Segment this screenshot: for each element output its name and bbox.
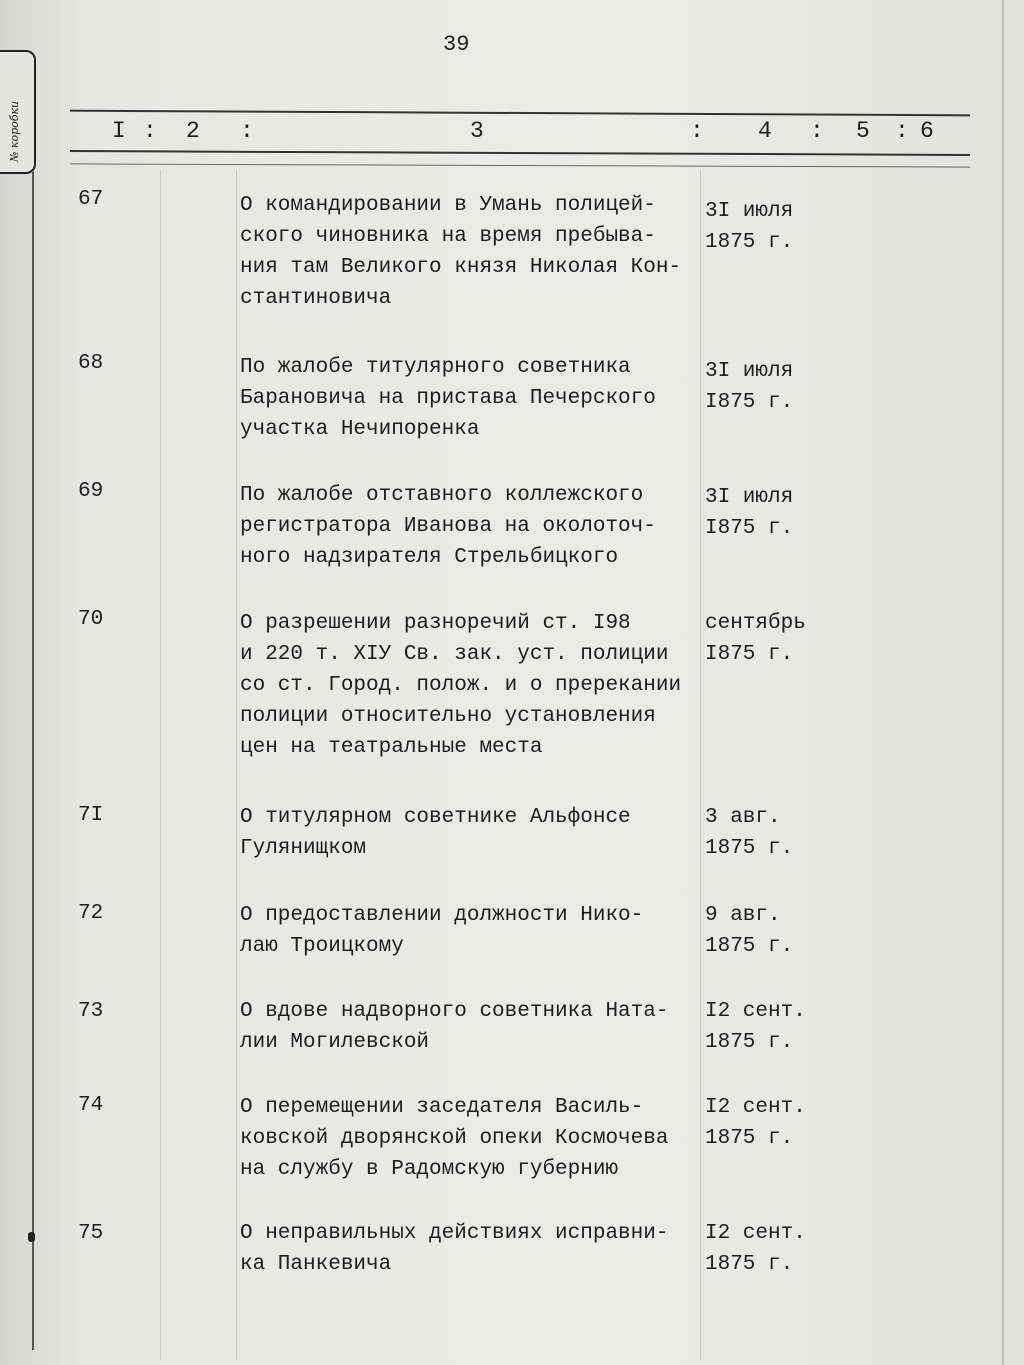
header-rule-lower <box>70 163 970 167</box>
header-rule-bottom <box>70 150 970 156</box>
entry-number: 74 <box>78 1094 104 1117</box>
entry-date: 9 авг. 1875 г. <box>705 904 794 958</box>
entry-number: 75 <box>78 1222 104 1245</box>
column-separator: : <box>810 118 824 144</box>
entry-date: I2 сент. 1875 г. <box>705 1222 806 1276</box>
entry-title: По жалобе титулярного советника Барановича на пристава Печерского участка Нечипоренка <box>240 356 656 441</box>
page-number: 39 <box>443 32 470 57</box>
entry-date: 3I июля 1875 г. <box>705 200 794 254</box>
column-separator: : <box>143 118 157 144</box>
entry-title: По жалобе отставного коллежского регистратора Иванова на околоточ- ного надзирателя Стрельбицкого <box>240 484 656 569</box>
entry-title: О вдове надворного советника Ната- лии Могилевской <box>240 1000 669 1054</box>
entry-title: О командировании в Умань полицей- ского чиновника на время пребыва- ния там Великого князя Николая Кон- стантиновича <box>240 194 682 310</box>
entry-date: 3 авг. 1875 г. <box>705 806 794 860</box>
column-number-1: I <box>112 118 126 144</box>
column-divider <box>236 170 237 1360</box>
entry-number: 70 <box>78 608 104 631</box>
binding-hole-mark <box>28 1232 35 1242</box>
column-separator: : <box>895 118 909 144</box>
entry-number: 67 <box>78 188 104 211</box>
entry-title: О неправильных действиях исправни- ка Панкевича <box>240 1222 669 1276</box>
page-right-edge <box>1002 0 1004 1365</box>
column-number-4: 4 <box>758 118 772 144</box>
header-rule-top <box>70 110 970 117</box>
entry-number: 73 <box>78 1000 104 1023</box>
column-number-5: 5 <box>856 118 870 144</box>
entry-date: 3I июля I875 г. <box>705 360 794 414</box>
column-number-3: 3 <box>470 118 484 144</box>
entry-title: О титулярном советнике Альфонсе Гулянищком <box>240 806 631 860</box>
entry-title: О предоставлении должности Нико- лаю Троицкому <box>240 904 644 958</box>
entry-number: 68 <box>78 352 104 375</box>
entry-number: 69 <box>78 480 104 503</box>
entry-title: О разрешении разноречий ст. I98 и 220 т. XIУ Св. зак. уст. полиции со ст. Город. полож. и о пререкании полиции относительно установления цен на театральные места <box>240 612 682 759</box>
column-number-2: 2 <box>186 118 200 144</box>
entry-number: 7I <box>78 804 104 827</box>
box-number-tab <box>0 50 36 174</box>
entry-date: I2 сент. 1875 г. <box>705 1000 806 1054</box>
entry-title: О перемещении заседателя Василь- ковской дворянской опеки Космочева на службу в Радомскую губернию <box>240 1096 669 1181</box>
entry-date: 3I июля I875 г. <box>705 486 794 540</box>
column-number-6: 6 <box>920 118 934 144</box>
page-edge-line <box>32 170 34 1350</box>
column-separator: : <box>690 118 704 144</box>
entry-date: I2 сент. 1875 г. <box>705 1096 806 1150</box>
box-label: № коробки <box>8 100 21 162</box>
column-separator: : <box>240 118 254 144</box>
column-divider <box>160 170 161 1360</box>
entry-number: 72 <box>78 902 104 925</box>
entry-date: сентябрь I875 г. <box>705 612 806 666</box>
